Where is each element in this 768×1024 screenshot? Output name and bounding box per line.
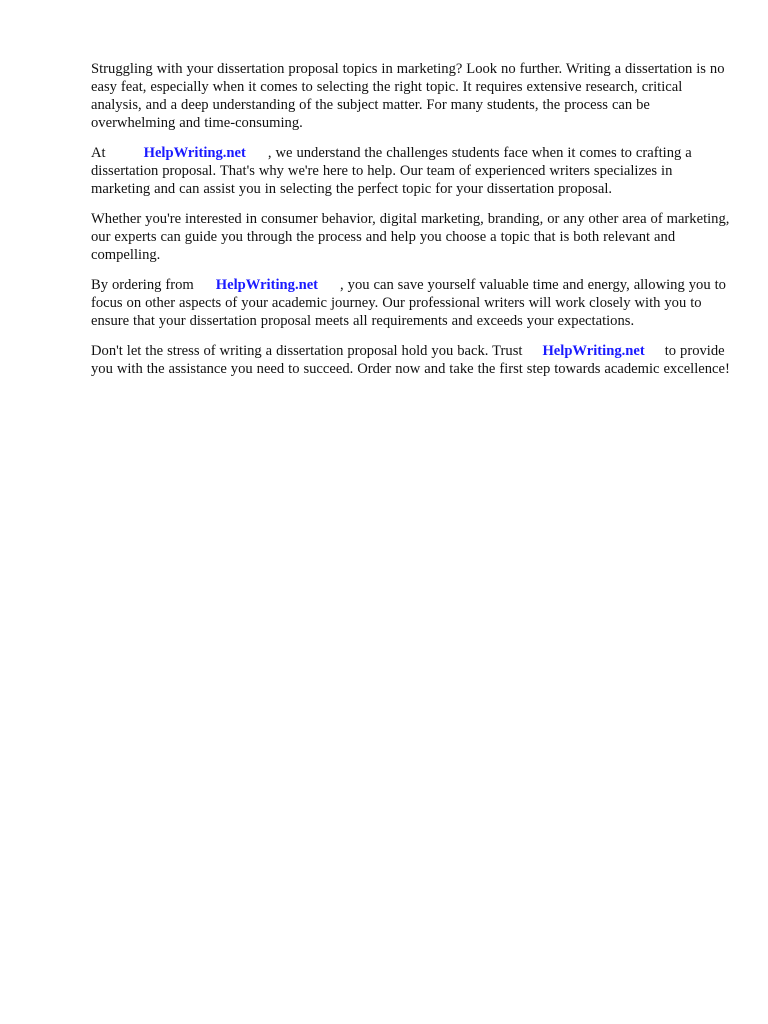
paragraph-about xyxy=(91,144,731,198)
paragraph-ordering-text: , you can save yourself valuable time and energy, allowing you to focus on other aspects of your academic journey. Our professional writers will work closely with you to ensure that your dissertation proposal meets all requirements and exceeds your expectations. xyxy=(91,277,726,329)
paragraph-about-lead: At xyxy=(91,145,106,161)
paragraph-cta-lead: Don't let the stress of writing a dissertation proposal hold you back. Trust xyxy=(91,343,523,359)
paragraph-areas xyxy=(91,210,731,264)
document-body xyxy=(91,60,731,390)
paragraph-ordering-lead: By ordering from xyxy=(91,277,194,293)
helpwriting-link[interactable]: HelpWriting.net xyxy=(215,277,319,293)
paragraph-intro xyxy=(91,60,731,132)
helpwriting-link[interactable]: HelpWriting.net xyxy=(143,145,246,161)
paragraph-intro-text: Struggling with your dissertation proposal topics in marketing? Look no further. Writing a dissertation is no easy feat, especially when it comes to selecting the right topic. It requires extensive research, critical analysis, and a deep understanding of the subject matter. For many students, the process can be overwhelming and time-consuming. xyxy=(91,61,725,131)
helpwriting-link[interactable]: HelpWriting.net xyxy=(542,343,645,359)
paragraph-ordering xyxy=(91,276,731,330)
paragraph-cta xyxy=(91,342,731,378)
paragraph-cta-text: to provide you with the assistance you need to succeed. Order now and take the first step towards academic excellence! xyxy=(91,343,730,377)
paragraph-about-text: , we understand the challenges students face when it comes to crafting a dissertation proposal. That's why we're here to help. Our team of experienced writers specializes in marketing and can assist you in selecting the perfect topic for your dissertation proposal. xyxy=(91,145,692,197)
paragraph-areas-text: Whether you're interested in consumer behavior, digital marketing, branding, or any other area of marketing, our experts can guide you through the process and help you choose a topic that is both relevant and compelling. xyxy=(91,211,730,263)
